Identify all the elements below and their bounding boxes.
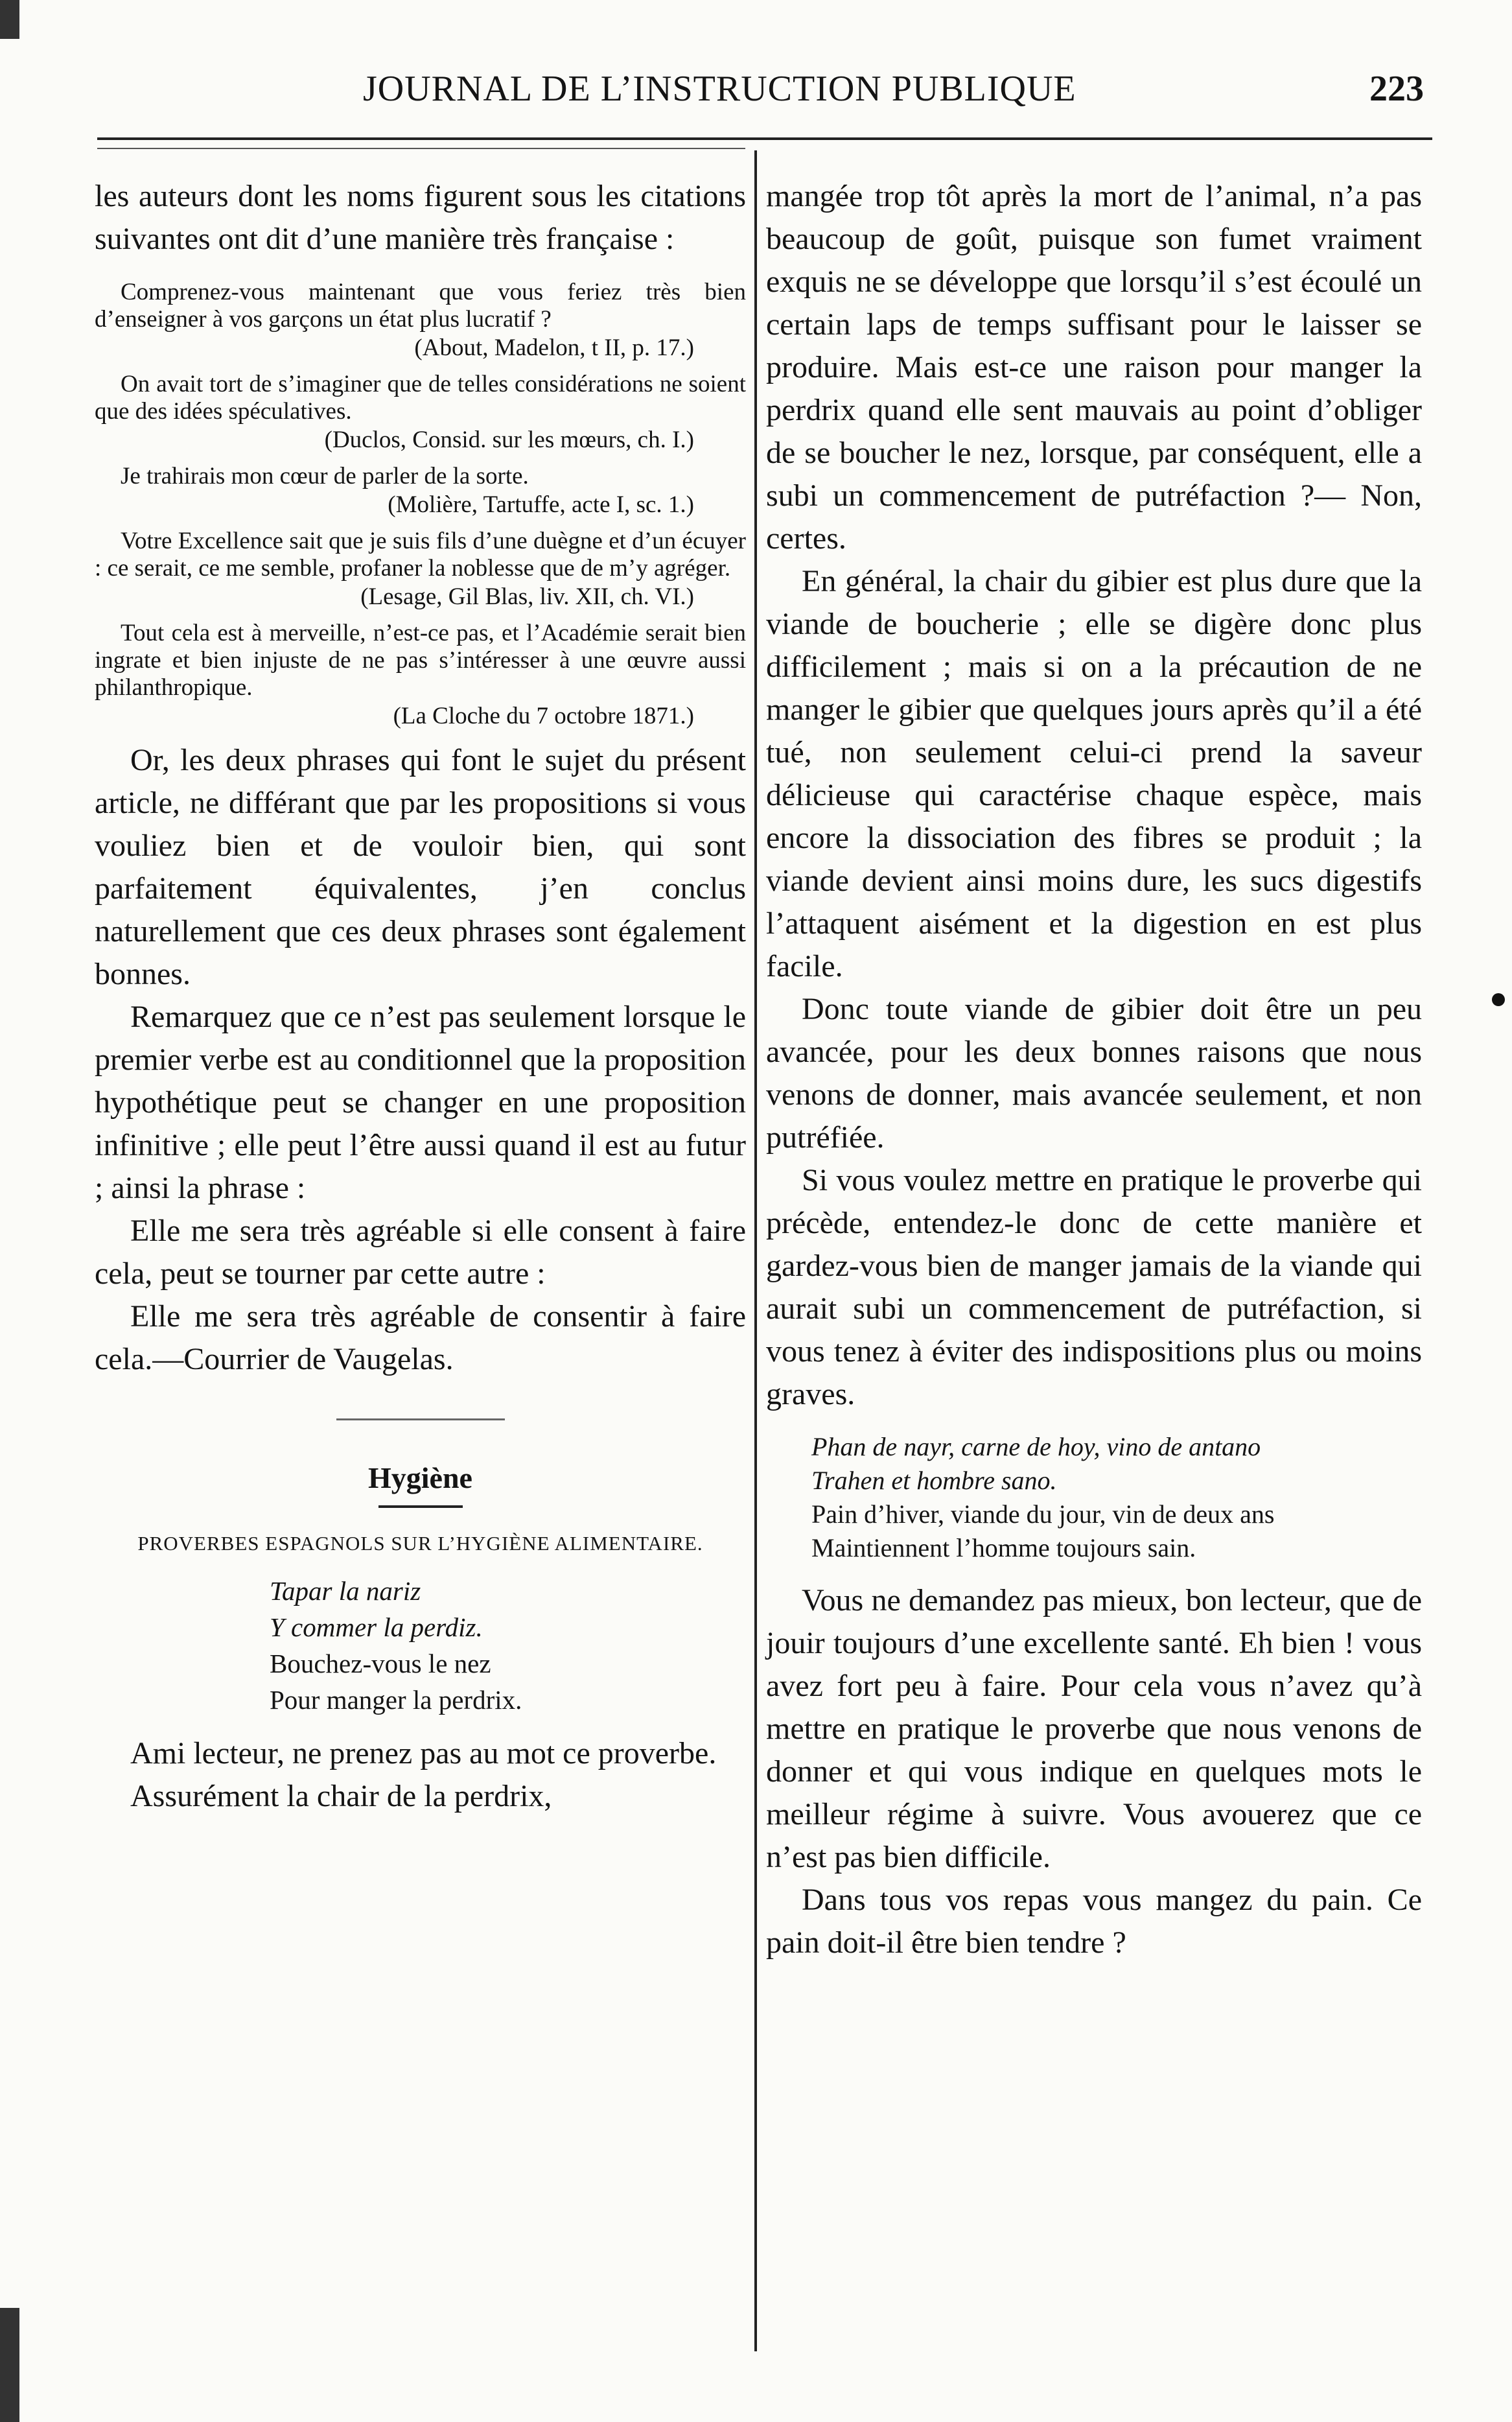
- paragraph: Elle me sera très agréable si elle consent à faire cela, peut se tourner par cette autre :: [95, 1214, 746, 1291]
- quote-about: Comprenez-vous maintenant que vous feriez très bien d’enseigner à vos garçons un état plus lucratif ?: [95, 279, 746, 333]
- quote-cloche: Tout cela est à merveille, n’est-ce pas, et l’Académie serait bien ingrate et bien injuste de ne pas s’intéresser à une œuvre aussi philanthropique.: [95, 620, 746, 701]
- verse-line: Pain d’hiver, viande du jour, vin de deux ans: [811, 1499, 1275, 1529]
- intro-paragraph: les auteurs dont les noms figurent sous les citations suivantes ont dit d’une manière très française :: [95, 179, 746, 256]
- right-column: [766, 175, 1422, 1964]
- verse-line: Y commer la perdiz.: [270, 1612, 483, 1642]
- quote-moliere: Je trahirais mon cœur de parler de la sorte.: [121, 463, 529, 489]
- paragraph: Ami lecteur, ne prenez pas au mot ce proverbe.: [130, 1736, 717, 1770]
- page-number: 223: [1369, 69, 1424, 109]
- left-column: [95, 175, 746, 1818]
- verse-line: Trahen et hombre sano.: [811, 1466, 1057, 1495]
- quote-duclos: On avait tort de s’imaginer que de telles considérations ne soient que des idées spéculatives.: [95, 371, 746, 425]
- header-rule: [97, 137, 1432, 140]
- verse-line: Tapar la nariz: [270, 1576, 421, 1606]
- verse-line: Bouchez-vous le nez: [270, 1649, 491, 1678]
- paragraph: En général, la chair du gibier est plus dure que la viande de boucherie ; elle se digère donc plus difficilement ; mais si on a la précaution de ne manger le gibier que quelques jours après qu’il a été tué, non seulement celui-ci prend la saveur délicieuse qui caractérise chaque espèce, mais encore la dissociation des fibres se produit ; la viande devient ainsi moins dure, les sucs digestifs l’attaquent aisément et la digestion en est plus facile.: [766, 564, 1422, 983]
- quote-lesage: Votre Excellence sait que je suis fils d’une duègne et d’un écuyer : ce serait, ce me semble, profaner la noblesse que de m’y agréger.: [95, 528, 746, 582]
- paragraph: Remarquez que ce n’est pas seulement lorsque le premier verbe est au conditionnel que la proposition hypothétique peut se changer en une proposition infinitive ; elle peut l’être aussi quand il est au futur ; ainsi la phrase :: [95, 1000, 746, 1205]
- paragraph: mangée trop tôt après la mort de l’animal, n’a pas beaucoup de goût, puisque son fumet vraiment exquis ne se développe que lorsqu’il s’est écoulé un certain laps de temps suffisant pour le laisser se produire. Mais est-ce une raison pour manger la perdrix quand elle sent mauvais au point d’obliger de se boucher le nez, lorsque, par conséquent, elle a subi un commencement de putréfaction ?— Non, certes.: [766, 179, 1422, 556]
- section-separator: [336, 1418, 505, 1420]
- journal-title: JOURNAL DE L’INSTRUCTION PUBLIQUE: [363, 69, 1076, 109]
- paragraph: Vous ne demandez pas mieux, bon lecteur, que de jouir toujours d’une excellente santé. Eh bien ! vous avez fort peu à faire. Pour cela vous n’avez qu’à mettre en pratique le proverbe que nous venons de donner et qui vous indique en quelques mots le meilleur régime à suivre. Vous avouerez que ce n’est pas bien difficile.: [766, 1583, 1422, 1874]
- section-title: Hygiène: [368, 1461, 472, 1494]
- paragraph: Dans tous vos repas vous mangez du pain. Ce pain doit-il être bien tendre ?: [766, 1883, 1422, 1960]
- header-rule-thin: [97, 148, 745, 149]
- margin-dot: [1492, 993, 1505, 1006]
- verse-line: Phan de nayr, carne de hoy, vino de antano: [811, 1432, 1261, 1461]
- cite-lesage: (Lesage, Gil Blas, liv. XII, ch. VI.): [360, 583, 694, 610]
- paragraph: Si vous voulez mettre en pratique le proverbe qui précède, entendez-le donc de cette manière et gardez-vous bien de manger jamais de la viande qui aurait subi un commencement de putréfaction, si vous tenez à éviter des indispositions plus ou moins graves.: [766, 1163, 1422, 1411]
- section-subtitle: PROVERBES ESPAGNOLS SUR L’HYGIÈNE ALIMENTAIRE.: [137, 1532, 703, 1555]
- cite-moliere: (Molière, Tartuffe, acte I, sc. 1.): [388, 491, 694, 518]
- paragraph: Assurément la chair de la perdrix,: [130, 1779, 552, 1813]
- margin-mark: [0, 2308, 19, 2422]
- column-divider: [754, 150, 757, 2351]
- cite-about: (About, Madelon, t II, p. 17.): [414, 335, 694, 361]
- margin-mark: [0, 0, 19, 39]
- title-underline: [378, 1505, 463, 1508]
- paragraph: Donc toute viande de gibier doit être un peu avancée, pour les deux bonnes raisons que nous venons de donner, mais avancée seulement, et non putréfiée.: [766, 992, 1422, 1155]
- verse-line: Maintiennent l’homme toujours sain.: [811, 1533, 1196, 1562]
- verse-line: Pour manger la perdrix.: [270, 1685, 522, 1715]
- cite-duclos: (Duclos, Consid. sur les mœurs, ch. I.): [324, 427, 694, 453]
- cite-cloche: (La Cloche du 7 octobre 1871.): [393, 703, 694, 729]
- paragraph: Elle me sera très agréable de consentir à faire cela.—Courrier de Vaugelas.: [95, 1299, 746, 1376]
- paragraph: Or, les deux phrases qui font le sujet du présent article, ne différant que par les propositions si vous vouliez bien et de vouloir bien, qui sont parfaitement équivalentes, j’en conclus naturellement que ces deux phrases sont également bonnes.: [95, 743, 746, 991]
